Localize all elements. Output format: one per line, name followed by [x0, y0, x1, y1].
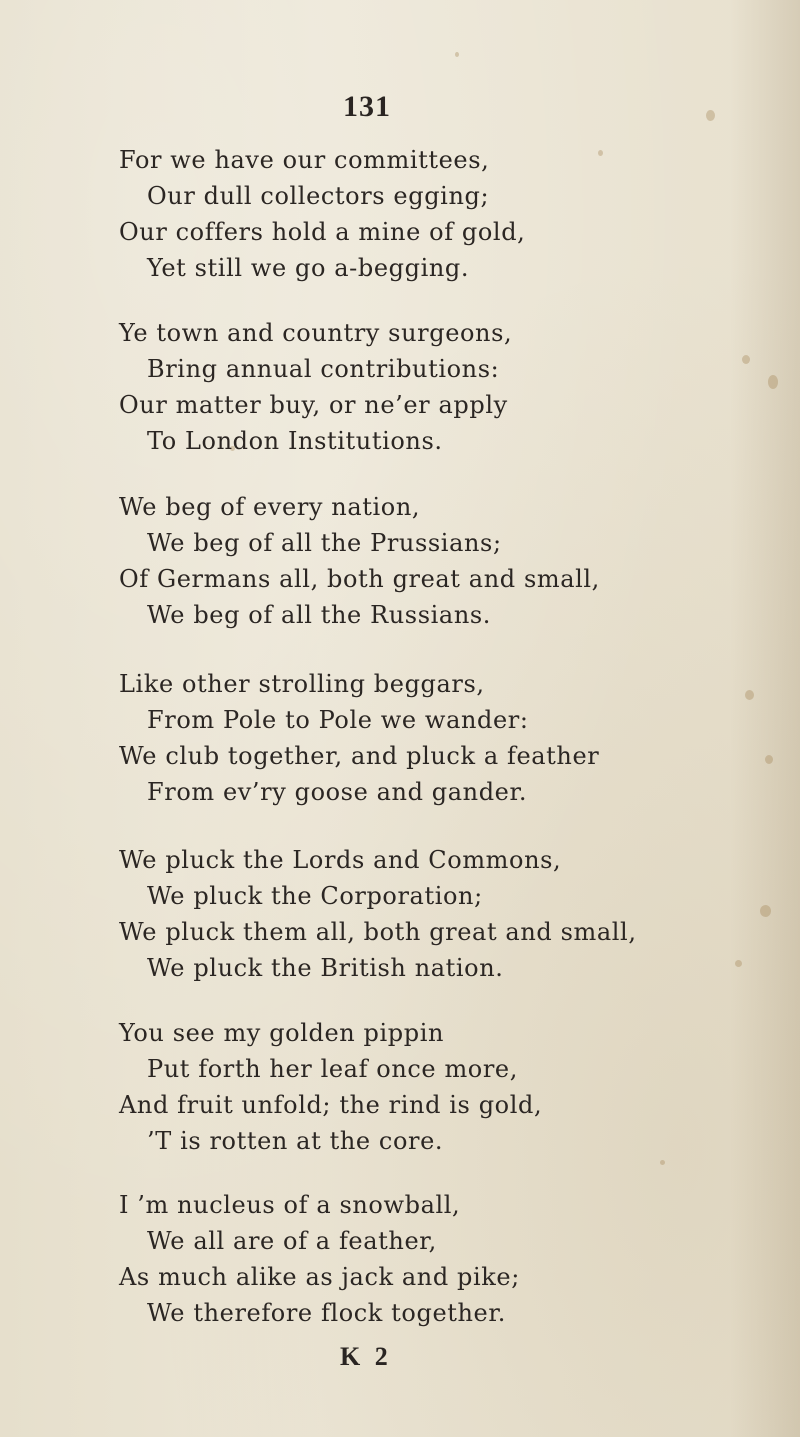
- verse-line: Bring annual contributions:: [147, 355, 500, 383]
- foxing-spot: [768, 375, 778, 389]
- verse-line: From ev’ry goose and gander.: [147, 778, 528, 806]
- verse-line: I ’m nucleus of a snowball,: [119, 1191, 461, 1219]
- verse-line: We beg of every nation,: [119, 493, 421, 521]
- verse-line: Ye town and country surgeons,: [119, 319, 513, 347]
- verse-line: Yet still we go a-begging.: [147, 254, 470, 282]
- verse-line: To London Institutions.: [147, 427, 443, 455]
- verse-line: As much alike as jack and pike;: [119, 1263, 520, 1291]
- foxing-spot: [455, 52, 459, 57]
- verse-line: Of Germans all, both great and small,: [119, 565, 600, 593]
- verse-line: Like other strolling beggars,: [119, 670, 485, 698]
- verse-line: We pluck them all, both great and small,: [119, 918, 637, 946]
- verse-line: We therefore flock together.: [147, 1299, 507, 1327]
- verse-line: You see my golden pippin: [119, 1019, 445, 1047]
- verse-line: Our coffers hold a mine of gold,: [119, 218, 526, 246]
- verse-line: Put forth her leaf once more,: [147, 1055, 518, 1083]
- verse-line: And fruit unfold; the rind is gold,: [119, 1091, 543, 1119]
- verse-line: We beg of all the Prussians;: [147, 529, 502, 557]
- verse-line: We pluck the British nation.: [147, 954, 504, 982]
- foxing-spot: [742, 355, 750, 364]
- verse-line: We all are of a feather,: [147, 1227, 437, 1255]
- signature-mark: K 2: [340, 1342, 392, 1371]
- foxing-spot: [598, 150, 603, 156]
- foxing-spot: [706, 110, 715, 121]
- verse-line: Our matter buy, or ne’er apply: [119, 391, 508, 419]
- verse-line: From Pole to Pole we wander:: [147, 706, 529, 734]
- page-edge-shadow: [730, 0, 800, 1437]
- foxing-spot: [745, 690, 754, 700]
- foxing-spot: [760, 905, 771, 917]
- verse-line: We pluck the Lords and Commons,: [119, 846, 562, 874]
- verse-line: We club together, and pluck a feather: [119, 742, 600, 770]
- foxing-spot: [765, 755, 773, 764]
- verse-line: Our dull collectors egging;: [147, 182, 490, 210]
- verse-line: ’T is rotten at the core.: [147, 1127, 444, 1155]
- verse-line: We beg of all the Russians.: [147, 601, 492, 629]
- verse-line: We pluck the Corporation;: [147, 882, 483, 910]
- foxing-spot: [735, 960, 742, 967]
- foxing-spot: [660, 1160, 665, 1165]
- page-number: 131: [343, 90, 391, 123]
- verse-line: For we have our committees,: [119, 146, 490, 174]
